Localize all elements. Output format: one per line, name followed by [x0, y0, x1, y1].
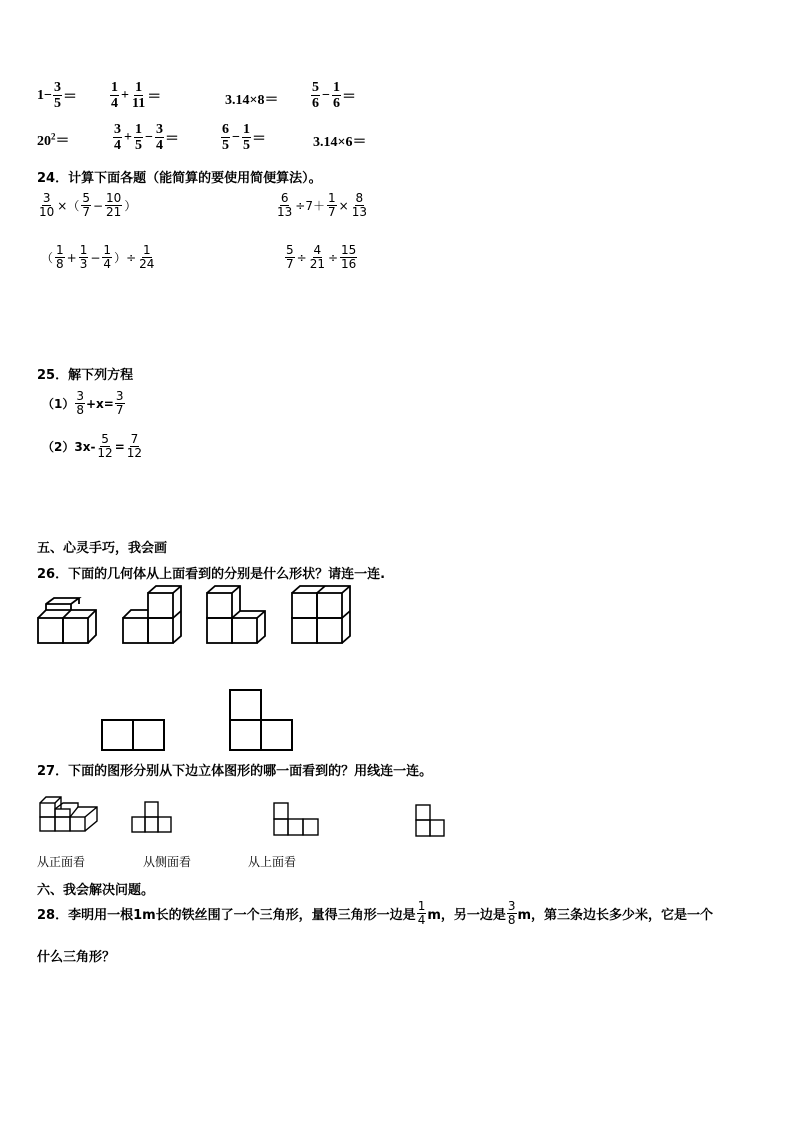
frac-num: 3: [114, 122, 121, 137]
oral-r2-c: [220, 122, 266, 154]
frac-den: 4: [103, 257, 112, 272]
frac-den: 8: [507, 913, 516, 928]
frac-den: 24: [139, 257, 155, 272]
frac-num: 3: [115, 389, 124, 403]
q27-label-top: 从上面看: [248, 855, 297, 869]
frac-num: 1: [103, 243, 112, 257]
q24-expr1: [37, 192, 137, 219]
frac-num: 3: [507, 899, 516, 913]
operator: ）: [124, 199, 137, 214]
frac-den: 21: [106, 205, 122, 220]
frac-den: 5: [53, 96, 61, 112]
equals-sign: ＝: [55, 134, 70, 149]
frac-den: 7: [82, 205, 90, 220]
frac-den: 13: [277, 205, 293, 220]
operator: −: [322, 87, 330, 103]
frac-den: 7: [327, 205, 336, 220]
q26-title: 26．下面的几何体从上面看到的分别是什么形状？请连一连.: [37, 567, 386, 582]
frac-den: 6: [332, 96, 340, 112]
frac-num: 3: [53, 80, 61, 95]
q25-title: 25．解下列方程: [37, 368, 134, 383]
frac-num: 15: [341, 243, 357, 257]
operator: −: [144, 129, 153, 145]
oral-r2-a: [37, 130, 70, 150]
frac-num: 1: [135, 80, 143, 95]
frac-num: 1: [56, 243, 64, 257]
operator: −: [92, 198, 104, 213]
q24-expr3: [40, 244, 156, 271]
operator: +: [124, 129, 132, 145]
operator: ÷: [296, 250, 307, 265]
eq-mid: +x=: [86, 396, 114, 411]
q27-label-front: 从正面看: [37, 855, 86, 869]
eq-label: （2）3x-: [42, 440, 96, 455]
frac-den: 6: [312, 96, 319, 112]
frac-den: 21: [309, 257, 325, 272]
frac-den: 11: [131, 96, 146, 112]
power-base: 20: [37, 134, 51, 149]
q27-label-side: 从侧面看: [143, 855, 192, 869]
frac-den: 12: [97, 446, 113, 461]
frac-den: 10: [39, 205, 55, 220]
frac-num: 5: [312, 80, 319, 95]
oral-r1-a-lead: 1−: [37, 87, 52, 103]
operator: ÷: [327, 250, 339, 265]
section6-heading: 六、我会解决问题。: [37, 883, 155, 898]
frac-num: 1: [332, 80, 340, 95]
frac-num: 5: [82, 191, 90, 205]
q27-view-a: [129, 800, 175, 836]
equals-sign: ＝: [251, 131, 266, 147]
q26-solid-4: [289, 585, 354, 647]
frac-num: 7: [130, 432, 139, 446]
frac-den: 5: [134, 138, 142, 154]
operator: +: [66, 250, 77, 265]
q27-view-b: [271, 801, 321, 837]
frac-den: 3: [79, 257, 88, 272]
q28-text-1: 28．李明用一根1m长的铁丝围了一个三角形，量得三角形一边是: [37, 908, 416, 924]
frac-num: 3: [42, 191, 51, 205]
q27-title: 27．下面的图形分别从下边立体图形的哪一面看到的？用线连一连。: [37, 764, 433, 779]
frac-den: 16: [341, 257, 357, 272]
frac-den: 5: [242, 138, 250, 154]
frac-den: 7: [115, 403, 124, 418]
equals-sign: ＝: [164, 131, 179, 147]
frac-den: 12: [126, 446, 143, 461]
oral-r2-b: [112, 122, 179, 154]
frac-num: 10: [106, 191, 122, 205]
frac-den: 8: [56, 257, 64, 272]
equals-sign: ＝: [62, 89, 77, 105]
q25-eq1: [42, 390, 126, 417]
frac-num: 1: [327, 191, 336, 205]
q28-line1: [37, 900, 713, 927]
operator: −: [232, 129, 240, 145]
frac-num: 6: [280, 191, 289, 205]
frac-num: 1: [417, 899, 426, 913]
frac-den: 13: [351, 205, 367, 220]
frac-den: 8: [76, 403, 84, 418]
frac-num: 3: [76, 389, 84, 403]
q27-view-c: [413, 803, 449, 839]
frac-num: 1: [142, 243, 151, 257]
power-exp: 2: [51, 131, 56, 142]
q24-expr2: [275, 192, 369, 219]
oral-r1-a: [37, 80, 77, 112]
frac-num: 6: [222, 122, 229, 137]
q26-view-two-squares: [100, 718, 166, 752]
frac-num: 8: [355, 191, 364, 205]
frac-den: 4: [114, 138, 121, 154]
frac-num: 1: [242, 122, 250, 137]
equals-sign: ＝: [341, 89, 356, 105]
frac-num: 5: [101, 432, 109, 446]
frac-den: 5: [222, 138, 229, 154]
q25-eq2: [42, 433, 144, 460]
oral-r1-b: [109, 80, 161, 112]
q26-solid-2: [120, 585, 185, 647]
q26-solid-1: [35, 600, 100, 646]
oral-r2-d: 3.14×6＝: [313, 135, 367, 150]
operator: ×（: [57, 199, 80, 214]
q24-title: 24．计算下面各题（能简算的要使用简便算法）。: [37, 171, 322, 186]
operator: （: [41, 251, 54, 266]
section5-heading: 五、心灵手巧，我会画: [37, 541, 168, 556]
eq-label: （1）: [42, 397, 75, 412]
frac-num: 3: [155, 122, 163, 137]
q26-view-l-shape: [228, 688, 294, 752]
operator: +: [121, 87, 129, 103]
q27-solid: [38, 795, 100, 835]
frac-num: 1: [79, 243, 88, 257]
equals-sign: ＝: [147, 89, 162, 105]
frac-num: 1: [134, 122, 142, 137]
frac-den: 4: [417, 913, 426, 928]
operator: −: [90, 250, 101, 265]
operator: ×: [338, 198, 349, 213]
operator: ÷7＋: [295, 199, 325, 214]
frac-den: 4: [111, 96, 118, 112]
oral-r1-c: 3.14×8＝: [225, 93, 279, 108]
frac-num: 5: [286, 243, 294, 257]
oral-r1-d: [310, 80, 356, 112]
q26-solid-3: [204, 585, 269, 647]
eq-mid: =: [114, 439, 125, 454]
frac-den: 4: [155, 138, 163, 154]
frac-den: 7: [286, 257, 294, 272]
frac-num: 4: [313, 243, 322, 257]
q28-text-3: m，第三条边长多少米，它是一个: [517, 908, 714, 924]
q28-text-2: m，另一边是: [427, 908, 506, 924]
operator: ）÷: [114, 251, 137, 266]
frac-num: 1: [111, 80, 118, 95]
q24-expr4: [284, 244, 358, 271]
q28-line2: 什么三角形？: [37, 950, 116, 965]
